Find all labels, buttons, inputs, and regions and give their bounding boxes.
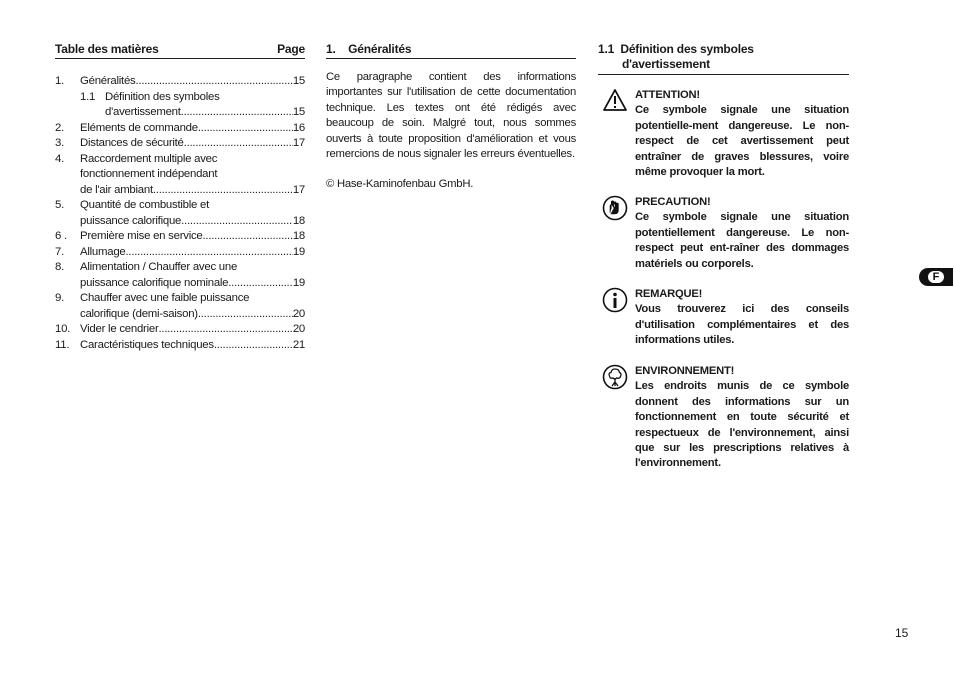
toc-number: 7. [55,245,64,258]
toc-row [55,229,305,245]
generalites-body: Ce paragraphe contient des informations importantes sur l'utilisation de cette documentation technique. Les textes ont été rédigés avec beaucoup de soin. Malgré tout, nous sommes ouverts à toute proposition d'amélioration et vous remercions de nous signaler les erreurs éventuelles. [326,71,576,161]
definition-title: ATTENTION! [635,89,700,101]
toc-entry-text: Première mise en service [80,230,203,242]
toc-row [55,136,305,152]
warning-triangle-icon [602,88,628,114]
toc-number: 11. [55,338,70,351]
toc-number: 5. [55,199,64,211]
language-tab [919,268,953,286]
toc-entry-text: Vider le cendrier [80,323,159,335]
toc-page-number: 18 [292,214,305,227]
toc-leader-dots [198,307,293,323]
toc-number: 9. [55,292,64,304]
toc-number: 4. [55,152,64,165]
toc-page-number: 15 [292,75,305,87]
toc-number: 6 . [55,230,67,242]
toc-entry-text: Alimentation / Chauffer avec une [80,261,238,273]
definition-title: ENVIRONNEMENT! [635,365,735,377]
definition-text: Vous trouverez ici des conseils d'utilisation complémentaires et des informations utiles. [635,303,849,347]
generalites-section [326,42,576,190]
toc-page-number: 17 [292,137,305,149]
toc-row [55,276,305,292]
toc-leader-dots [228,276,293,292]
toc-leader-dots [126,245,293,261]
toc-leader-dots [181,105,293,121]
toc-number: 2. [55,121,64,134]
environment-tree-icon [602,364,628,390]
toc-number: 10. [55,323,71,335]
toc-entry-text: Quantité de combustible et [80,199,210,211]
toc-entry-text: Définition des symboles [105,90,220,103]
toc-leader-dots [214,338,293,354]
toc-row [55,307,305,323]
toc-row [55,245,305,261]
toc-row [55,74,305,90]
toc-row [55,338,305,354]
toc-row [55,167,305,183]
toc-entry-text: puissance calorifique [80,214,182,227]
definitions-section [598,42,849,470]
definition-title: PRECAUTION! [635,196,711,208]
toc-entry-text: puissance calorifique nominale [80,276,229,289]
toc-page-number: 20 [292,323,305,335]
toc-row [55,121,305,137]
toc-page-number: 17 [292,183,305,196]
toc-entry-text: Eléments de commande [80,121,198,134]
toc-entry-text: calorifique (demi-saison) [80,307,198,320]
toc-entry-text: Distances de sécurité [80,137,184,149]
toc-row [55,198,305,214]
definition-text: Les endroits munis de ce symbole donnent des informations sur un fonctionnement en toute sécurité et respectueux de l'environnement, ainsi que sur les prescriptions relatives à l'environnement. [635,380,849,470]
toc-entry-text: Allumage [80,245,126,258]
definitions-heading-line1: 1.1 Définition des symboles [598,42,754,56]
language-tab-label: F [928,271,945,283]
toc-page-number: 15 [292,106,305,118]
toc-entry-text: Caractéristiques techniques [80,338,214,351]
toc-page-number: 19 [292,245,305,258]
toc-list [55,74,305,353]
hand-caution-icon [602,195,628,221]
toc-title: Table des matières [55,42,159,56]
toc-row [55,105,305,121]
toc-page-number: 19 [292,276,305,289]
toc-row [55,152,305,168]
toc-entry-text: fonctionnement indépendant [80,168,218,180]
toc-row [55,214,305,230]
toc-row [55,183,305,199]
toc-row [55,260,305,276]
toc-number: 3. [55,137,64,149]
toc-leader-dots [158,322,292,338]
table-of-contents [55,42,305,353]
toc-subnumber: 1.1 [80,90,96,103]
toc-entry-text: Raccordement multiple avec [80,152,218,165]
toc-leader-dots [203,229,293,245]
toc-leader-dots [136,74,293,90]
toc-row [55,322,305,338]
definitions-heading-line2: d'avertissement [622,57,710,71]
toc-leader-dots [184,136,293,152]
toc-leader-dots [198,121,293,137]
definition-text: Ce symbole signale une situation potentiellement dangereuse. Le non-respect peut ent-raîner des dommages matériels ou corporels. [635,211,849,270]
toc-page-number: 20 [292,307,305,320]
toc-page-number: 18 [292,230,305,242]
toc-leader-dots [181,214,293,230]
definition-text: Ce symbole signale une situation potentielle-ment dangereuse. Le non-respect de cet avertissement peut entraîner de graves blessures, voire même provoquer la mort. [635,104,849,179]
toc-page-number: 21 [292,338,305,351]
definitions-heading [598,42,849,75]
toc-entry-text: d'avertissement [105,106,181,118]
toc-row [55,90,305,106]
toc-header [55,42,305,59]
toc-page-label: Page [277,42,305,56]
definition-title: REMARQUE! [635,288,703,300]
toc-entry-text: Chauffer avec une faible puissance [80,292,250,304]
toc-page-number: 16 [292,121,305,134]
toc-entry-text: Généralités [80,75,136,87]
toc-number: 1. [55,75,64,87]
page-number: 15 [895,626,909,640]
toc-number: 8. [55,261,64,273]
toc-row [55,291,305,307]
info-icon [602,287,628,313]
toc-leader-dots [153,183,293,199]
toc-entry-text: de l'air ambiant [80,183,153,196]
copyright-text: © Hase-Kaminofenbau GmbH. [326,177,474,190]
generalites-heading: 1. Généralités [326,42,576,59]
